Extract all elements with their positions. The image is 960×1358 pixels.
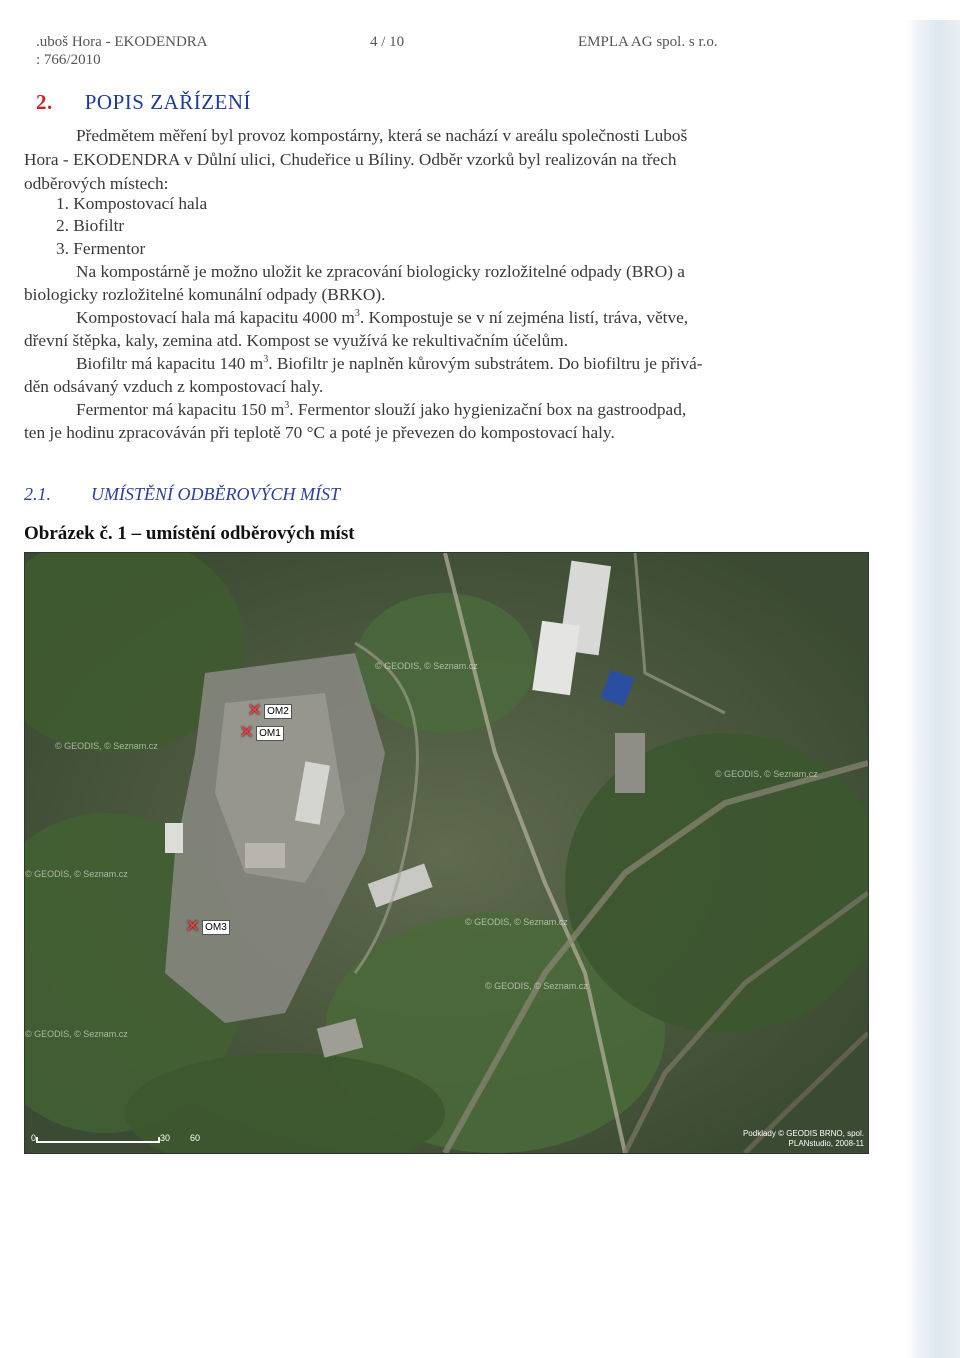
header-company: EMPLA AG spol. s r.o. [578, 34, 718, 50]
map-watermark: © GEODIS, © Seznam.cz [465, 917, 568, 927]
subsection-number: 2.1. [24, 484, 51, 504]
marker-om1 [239, 722, 284, 743]
header-page-number: 4 / 10 [370, 34, 405, 50]
map-copyright: Podklady © GEODIS BRNO, spol. PLANstudio, 2008-11 [742, 1129, 864, 1148]
marker-label-om3: OM3 [202, 920, 230, 935]
map-watermark: © GEODIS, © Seznam.cz [485, 981, 588, 991]
scale-label-30: 30 [160, 1133, 171, 1143]
list-item-biofiltr: 2. Biofiltr [56, 216, 125, 235]
para2-line2: dřevní štěpka, kaly, zemina atd. Kompost se využívá ke rekultivačním účelům. [24, 331, 569, 350]
para1-line1: Na kompostárně je možno uložit ke zpracování biologicky rozložitelné odpady (BRO) a [76, 262, 685, 281]
scale-bar-line [36, 1137, 160, 1143]
list-item-kompostovaci-hala: 1. Kompostovací hala [56, 194, 208, 213]
section-title-text: POPIS ZAŘÍZENÍ [84, 90, 252, 114]
map-scale-bar [31, 1133, 200, 1143]
header-author: .uboš Hora - EKODENDRA [36, 34, 208, 50]
subsection-title [24, 484, 340, 505]
sampling-point-icon: ✕ [185, 916, 201, 937]
marker-om3 [185, 916, 230, 937]
header-report-number: : 766/2010 [36, 52, 101, 68]
sampling-point-icon: ✕ [247, 700, 263, 721]
para1-line2: biologicky rozložitelné komunální odpady (BRKO). [24, 285, 386, 304]
figure-caption: Obrázek č. 1 – umístění odběrových míst [24, 523, 355, 544]
subsection-title-text: UMÍSTĚNÍ ODBĚROVÝCH MÍST [91, 484, 340, 504]
map-watermark: © GEODIS, © Seznam.cz [25, 869, 128, 879]
para3-line1: Biofiltr má kapacitu 140 $m^3$. Biofiltr je naplněn kůrovým substrátem. Do biofiltru je přivá- [76, 354, 703, 373]
intro-line-3: odběrových místech: [24, 174, 169, 193]
aerial-map [24, 552, 869, 1154]
map-watermark: © GEODIS, © Seznam.cz [375, 661, 478, 671]
scale-label-60: 60 [190, 1133, 201, 1143]
para4-line1: Fermentor má kapacitu 150 $m^3$. Fermentor slouží jako hygienizační box na gastroodpad, [76, 400, 687, 419]
section-title [36, 90, 251, 115]
map-watermark: © GEODIS, © Seznam.cz [55, 741, 158, 751]
intro-line-1: Předmětem měření byl provoz kompostárny, která se nachází v areálu společnosti Luboš [76, 126, 688, 145]
para4-line2: ten je hodinu zpracováván při teplotě 70 °C a poté je převezen do kompostovací haly. [24, 423, 615, 442]
scan-edge-shadow [905, 20, 960, 1358]
intro-line-2: Hora - EKODENDRA v Důlní ulici, Chudeřice u Bíliny. Odběr vzorků byl realizován na třech [24, 150, 677, 169]
map-watermark: © GEODIS, © Seznam.cz [25, 1029, 128, 1039]
marker-label-om2: OM2 [264, 704, 292, 719]
marker-om2 [247, 700, 292, 721]
aerial-photo [25, 553, 868, 1153]
list-item-fermentor: 3. Fermentor [56, 239, 146, 258]
marker-label-om1: OM1 [256, 726, 284, 741]
para3-line2: děn odsávaný vzduch z kompostovací haly. [24, 377, 324, 396]
map-watermark: © GEODIS, © Seznam.cz [715, 769, 818, 779]
sampling-point-icon: ✕ [239, 722, 255, 743]
scale-label-0: 0 [31, 1133, 37, 1143]
para2-line1: Kompostovací hala má kapacitu 4000 $m^3$. Kompostuje se v ní zejména listí, tráva, větve, [76, 308, 689, 327]
section-number: 2. [36, 90, 53, 114]
